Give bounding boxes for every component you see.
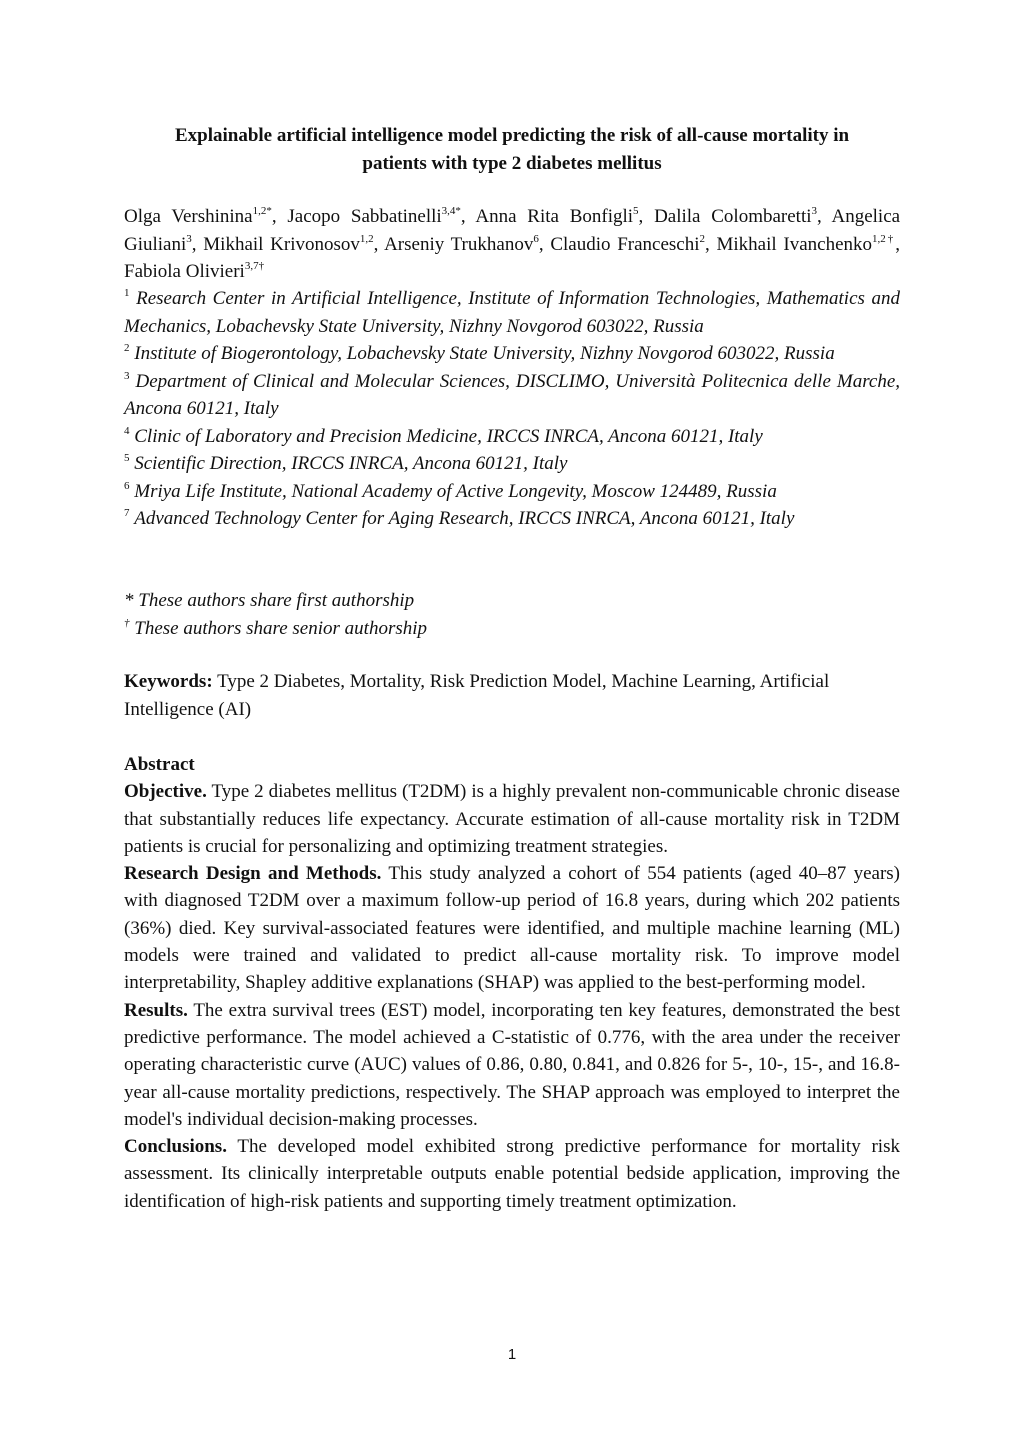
- keywords: [124, 668, 900, 723]
- affiliation: $^3$ Department of Clinical and Molecular Sciences, DISCLIMO, Università Politecnica delle Marche, Ancona 60121, Italy: [124, 369, 901, 419]
- author: Jacopo Sabbatinelli$^{3,4*}$: [287, 205, 461, 227]
- abstract-heading: Abstract: [124, 754, 195, 775]
- paper-title: [100, 122, 924, 178]
- abstract-methods: Research Design and Methods. This study analyzed a cohort of 554 patients (aged 40–87 years) with diagnosed T2DM over a maximum follow-up period of 16.8 years, during which 202 patients (36%) died. Key survival-associated features were identified, and multiple machine learning (ML) models were trained and validated to predict all-cause mortality risk. To improve model interpretability, Shapley additive explanations (SHAP) was applied to the best-performing model.: [124, 863, 900, 994]
- affiliation: $^5$ Scientific Direction, IRCCS INRCA, Ancona 60121, Italy: [124, 452, 568, 474]
- affiliation: $^7$ Advanced Technology Center for Aging Research, IRCCS INRCA, Ancona 60121, Italy: [124, 507, 795, 529]
- author: Dalila Colombaretti$^3$: [654, 205, 818, 227]
- author-notes: [124, 587, 900, 642]
- affiliation: $^6$ Mriya Life Institute, National Academy of Active Longevity, Moscow 124489, Russia: [124, 479, 777, 502]
- abstract: [124, 751, 900, 1215]
- author: Mikhail Ivanchenko$^{1,2\dagger}$: [716, 232, 896, 255]
- author: Mikhail Krivonosov$^{1,2}$: [203, 232, 374, 255]
- senior-authorship-note: † These authors share senior authorship: [124, 616, 428, 639]
- keywords-label: Keywords:: [124, 671, 213, 692]
- affiliation: $^1$ Research Center in Artificial Intelligence, Institute of Information Technologies, Mathematics and Mechanics, Lobachevsky State University, Nizhny Novgorod 603022, Russia: [124, 287, 900, 337]
- author: Olga Vershinina$^{1,2*}$: [124, 205, 272, 227]
- affiliation: $^4$ Clinic of Laboratory and Precision Medicine, IRCCS INRCA, Ancona 60121, Italy: [124, 424, 763, 447]
- author-list: Olga Vershinina$^{1,2*}$, Jacopo Sabbatinelli$^{3,4*}$, Anna Rita Bonfigli$^5$, Dalila Colombaretti$^3$, Angelica Giuliani$^3$, Mikhail Krivonosov$^{1,2}$, Arseniy Trukhanov$^6$, Claudio Franceschi$^2$, Mikhail Ivanchenko$^{1,2\dagger}$, Fabiola Olivieri$^{3,7\dagger}$: [124, 205, 901, 282]
- abstract-objective: Objective. Type 2 diabetes mellitus (T2DM) is a highly prevalent non-communicable chronic disease that substantially reduces life expectancy. Accurate estimation of all-cause mortality risk in T2DM patients is crucial for personalizing and optimizing treatment strategies.: [124, 781, 900, 857]
- title-line-1: Explainable artificial intelligence model predicting the risk of all-cause mortality in: [174, 125, 850, 146]
- author: Angelica Giuliani$^3$: [124, 206, 901, 255]
- keywords-text: Type 2 Diabetes, Mortality, Risk Prediction Model, Machine Learning, Artificial Intelligence (AI): [124, 671, 830, 720]
- title-line-2: patients with type 2 diabetes mellitus: [362, 153, 662, 174]
- author: Claudio Franceschi$^2$: [550, 232, 706, 255]
- author: Fabiola Olivieri$^{3,7\dagger}$: [124, 260, 265, 282]
- affiliation-list: [124, 285, 900, 533]
- author: Anna Rita Bonfigli$^5$: [475, 205, 639, 227]
- first-authorship-note: * These authors share first authorship: [124, 590, 415, 611]
- abstract-conclusions: Conclusions. The developed model exhibited strong predictive performance for mortality risk assessment. Its clinically interpretable outputs enable potential bedside application, improving the identification of high-risk patients and supporting timely treatment optimization.: [124, 1136, 900, 1212]
- page-number: 1: [507, 1346, 517, 1363]
- author: Arseniy Trukhanov$^6$: [384, 232, 539, 255]
- abstract-results: Results. The extra survival trees (EST) model, incorporating ten key features, demonstrated the best predictive performance. The model achieved a C-statistic of 0.776, with the area under the receiver operating characteristic curve (AUC) values of 0.86, 0.80, 0.841, and 0.826 for 5-, 10-, 15-, and 16.8-year all-cause mortality predictions, respectively. The SHAP approach was employed to interpret the model's individual decision-making processes.: [124, 999, 900, 1130]
- affiliation: $^2$ Institute of Biogerontology, Lobachevsky State University, Nizhny Novgorod 603022, Russia: [124, 342, 835, 364]
